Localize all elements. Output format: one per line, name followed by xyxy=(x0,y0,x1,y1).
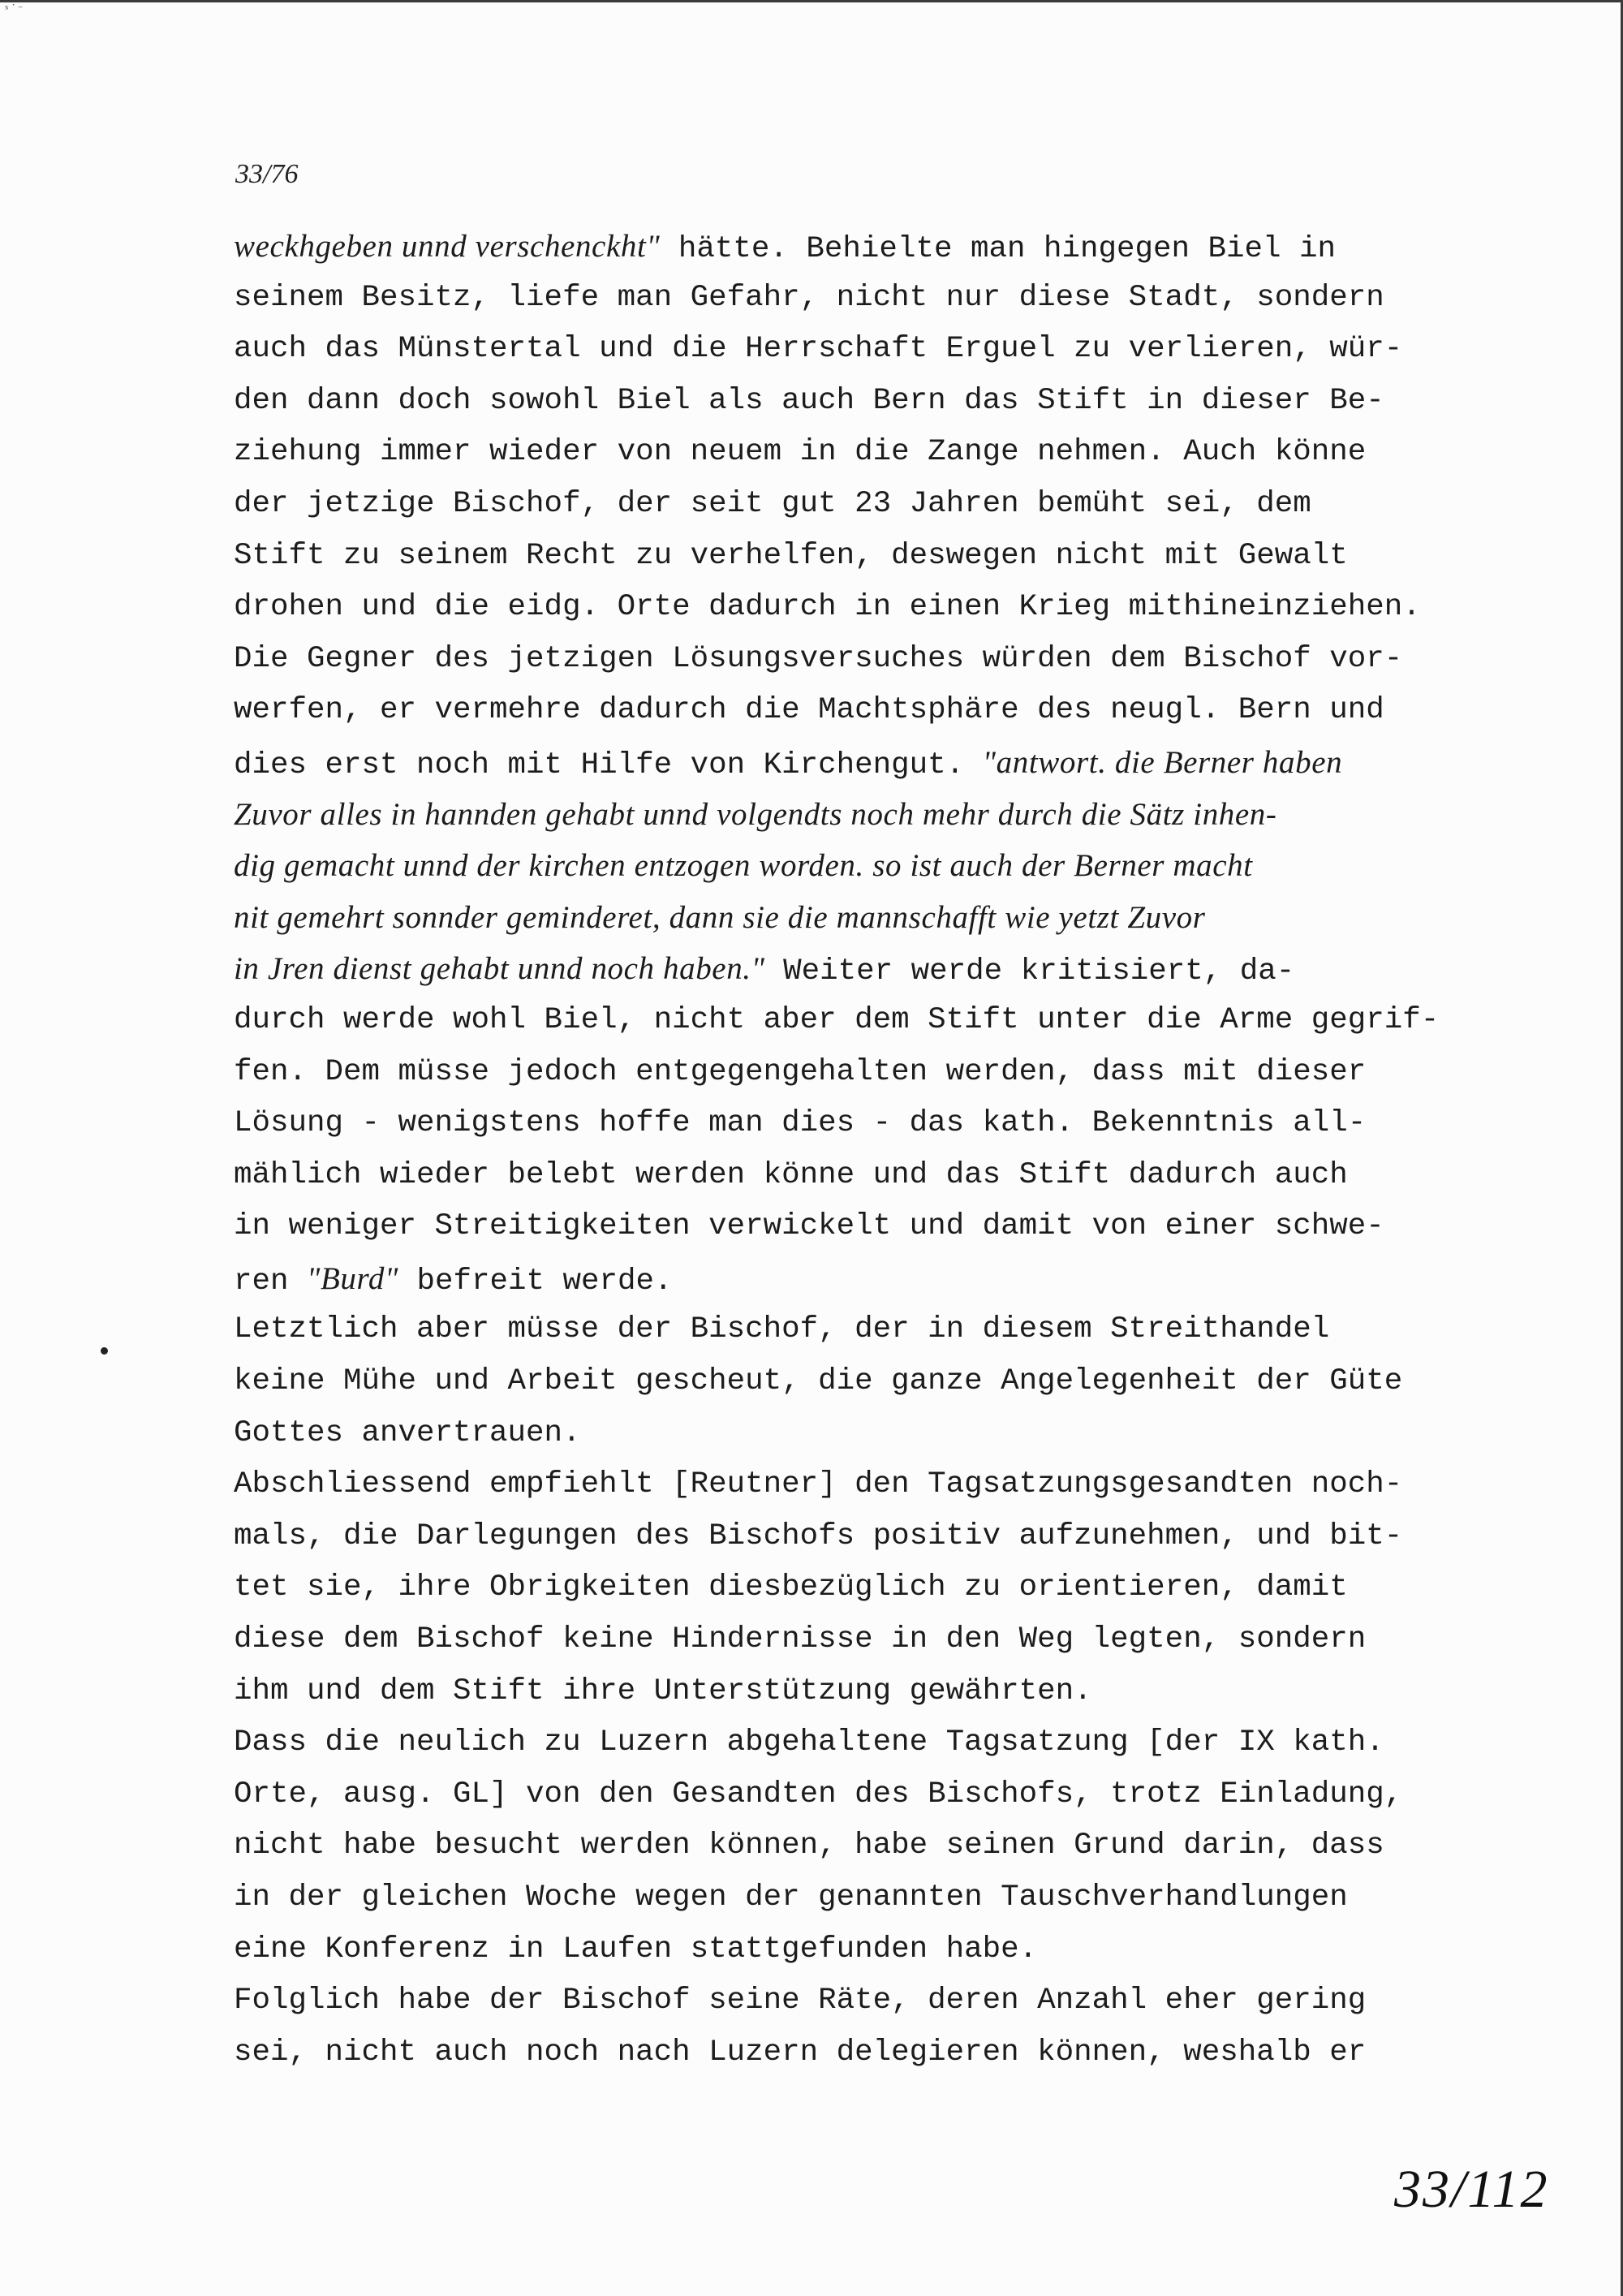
scan-edge-top xyxy=(0,0,1623,2)
body-text-segment: Stift zu seinem Recht zu verhelfen, deswegen nicht mit Gewalt xyxy=(234,538,1348,573)
text-line xyxy=(234,1562,1613,1614)
quoted-source-text: in Jren dienst gehabt unnd noch haben." xyxy=(234,951,765,987)
text-line xyxy=(234,840,1613,892)
text-line xyxy=(234,634,1613,686)
text-line xyxy=(234,479,1613,531)
text-line xyxy=(234,1717,1613,1769)
body-text-segment: nicht habe besucht werden können, habe seinen Grund darin, dass xyxy=(234,1829,1384,1863)
corner-mark: ˢ˙⁻ xyxy=(3,3,24,16)
body-text-segment: befreit werde. xyxy=(398,1264,673,1299)
text-line xyxy=(234,1511,1613,1563)
body-text-segment: in der gleichen Woche wegen der genannten Tauschverhandlungen xyxy=(234,1880,1348,1915)
text-line xyxy=(234,1769,1613,1821)
text-line xyxy=(234,1253,1613,1305)
body-text-segment: Orte, ausg. GL] von den Gesandten des Bischofs, trotz Einladung, xyxy=(234,1777,1403,1811)
body-text-segment: Die Gegner des jetzigen Lösungsversuches würden dem Bischof vor- xyxy=(234,641,1403,676)
quoted-source-text: "Burd" xyxy=(307,1260,398,1296)
margin-dot xyxy=(101,1347,108,1355)
text-line xyxy=(234,737,1613,789)
body-text-segment: ihm und dem Stift ihre Unterstützung gewährten. xyxy=(234,1674,1092,1708)
body-text-segment: fen. Dem müsse jedoch entgegengehalten werden, dass mit dieser xyxy=(234,1054,1367,1089)
text-line xyxy=(234,376,1613,428)
body-text-segment: auch das Münstertal und die Herrschaft Erguel zu verlieren, wür- xyxy=(234,332,1403,367)
text-line xyxy=(234,1924,1613,1976)
body-text-segment: Gottes anvertrauen. xyxy=(234,1415,581,1450)
quoted-source-text: nit gemehrt sonnder geminderet, dann sie die mannschafft wie yetzt Zuvor xyxy=(234,899,1206,935)
body-text-segment: in weniger Streitigkeiten verwickelt und damit von einer schwe- xyxy=(234,1209,1384,1244)
text-line xyxy=(234,943,1613,995)
text-line xyxy=(234,1201,1613,1253)
body-text-segment: ziehung immer wieder von neuem in die Zange nehmen. Auch könne xyxy=(234,435,1367,470)
body-text-segment: werfen, er vermehre dadurch die Machtsphäre des neugl. Bern und xyxy=(234,693,1384,728)
quoted-source-text: weckhgeben unnd verschenckht" xyxy=(234,229,661,264)
text-line xyxy=(234,531,1613,583)
text-line xyxy=(234,1820,1613,1872)
text-line xyxy=(234,427,1613,479)
text-line xyxy=(234,273,1613,325)
body-text-segment: Folglich habe der Bischof seine Räte, deren Anzahl eher gering xyxy=(234,1984,1367,2018)
body-text-segment: Dass die neulich zu Luzern abgehaltene Tagsatzung [der IX kath. xyxy=(234,1725,1384,1760)
body-text-segment: mählich wieder belebt werden könne und das Stift dadurch auch xyxy=(234,1157,1348,1192)
body-text-segment: tet sie, ihre Obrigkeiten diesbezüglich zu orientieren, damit xyxy=(234,1570,1348,1605)
text-line xyxy=(234,221,1613,273)
body-text-segment: ren xyxy=(234,1264,308,1299)
text-line xyxy=(234,1872,1613,1924)
body-text-segment: hätte. Behielte man hingegen Biel in xyxy=(660,232,1337,266)
quoted-source-text: "antwort. die Berner haben xyxy=(982,744,1343,780)
body-text xyxy=(234,221,1613,2078)
text-line xyxy=(234,1047,1613,1099)
body-text-segment: seinem Besitz, liefe man Gefahr, nicht nur diese Stadt, sondern xyxy=(234,280,1384,315)
body-text-segment: durch werde wohl Biel, nicht aber dem Stift unter die Arme gegrif- xyxy=(234,1002,1440,1037)
text-line xyxy=(234,1356,1613,1408)
text-line xyxy=(234,582,1613,634)
quoted-source-text: Zuvor alles in hannden gehabt unnd volgendts noch mehr durch die Sätz inhen- xyxy=(234,796,1277,832)
page-reference: 33/76 xyxy=(235,159,299,189)
text-line xyxy=(234,2027,1613,2079)
body-text-segment: eine Konferenz in Laufen stattgefunden habe. xyxy=(234,1932,1038,1966)
body-text-segment: Lösung - wenigstens hoffe man dies - das kath. Bekenntnis all- xyxy=(234,1106,1367,1141)
body-text-segment: den dann doch sowohl Biel als auch Bern das Stift in dieser Be- xyxy=(234,383,1384,418)
body-text-segment: drohen und die eidg. Orte dadurch in einen Krieg mithineinziehen. xyxy=(234,590,1421,625)
body-text-segment: Weiter werde kritisiert, da- xyxy=(764,954,1295,989)
text-line xyxy=(234,1459,1613,1511)
text-line xyxy=(234,1666,1613,1718)
text-line xyxy=(234,324,1613,376)
text-line xyxy=(234,1408,1613,1460)
body-text-segment: der jetzige Bischof, der seit gut 23 Jahren bemüht sei, dem xyxy=(234,486,1311,521)
text-line xyxy=(234,1304,1613,1356)
text-line xyxy=(234,995,1613,1047)
text-line xyxy=(234,685,1613,737)
body-text-segment: mals, die Darlegungen des Bischofs positiv aufzunehmen, und bit- xyxy=(234,1518,1403,1553)
text-line xyxy=(234,1150,1613,1202)
text-line xyxy=(234,1975,1613,2027)
text-line xyxy=(234,1614,1613,1666)
quoted-source-text: dig gemacht unnd der kirchen entzogen worden. so ist auch der Berner macht xyxy=(234,848,1253,884)
body-text-segment: dies erst noch mit Hilfe von Kirchengut. xyxy=(234,747,983,782)
text-line xyxy=(234,1098,1613,1150)
body-text-segment: Letztlich aber müsse der Bischof, der in diesem Streithandel xyxy=(234,1312,1330,1347)
body-text-segment: sei, nicht auch noch nach Luzern delegieren können, weshalb er xyxy=(234,2035,1367,2070)
text-line xyxy=(234,789,1613,841)
body-text-segment: Abschliessend empfiehlt [Reutner] den Tagsatzungsgesandten noch- xyxy=(234,1467,1403,1502)
body-text-segment: keine Mühe und Arbeit gescheut, die ganze Angelegenheit der Güte xyxy=(234,1364,1403,1399)
folio-number: 33/112 xyxy=(1394,2160,1549,2219)
body-text-segment: diese dem Bischof keine Hindernisse in den Weg legten, sondern xyxy=(234,1622,1367,1657)
text-line xyxy=(234,892,1613,944)
